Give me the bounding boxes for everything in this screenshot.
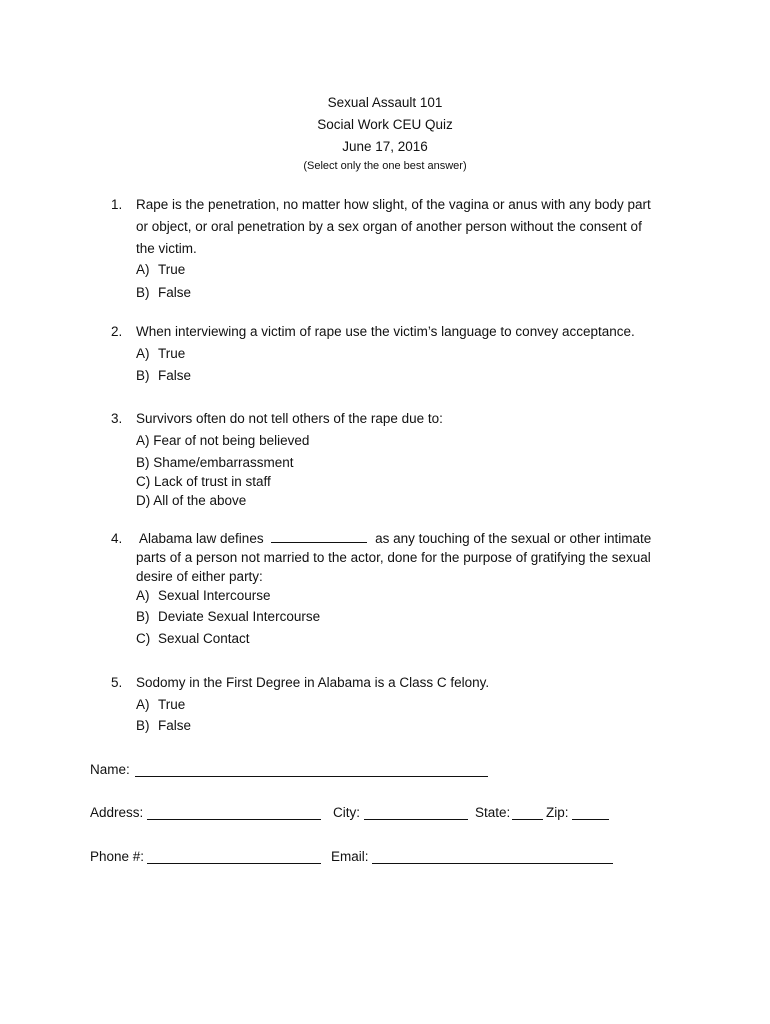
quiz-date: June 17, 2016 bbox=[342, 139, 428, 154]
answer-option[interactable]: D) All of the above bbox=[136, 493, 247, 508]
answer-option[interactable]: True bbox=[158, 346, 186, 361]
option-letter: A) bbox=[136, 697, 150, 712]
option-letter: B) bbox=[136, 285, 150, 300]
email-label: Email: bbox=[331, 849, 369, 864]
answer-option[interactable]: Sexual Contact bbox=[158, 631, 250, 646]
option-letter: C) bbox=[136, 631, 151, 646]
answer-option[interactable]: A) Fear of not being believed bbox=[136, 433, 310, 448]
question-text-line bbox=[139, 531, 651, 546]
question-text-line: Rape is the penetration, no matter how slight, of the vagina or anus with any body part bbox=[136, 197, 651, 212]
quiz-instruction: (Select only the one best answer) bbox=[303, 160, 467, 172]
option-letter: B) bbox=[136, 609, 150, 624]
question-number: 3. bbox=[111, 411, 123, 426]
zip-field[interactable] bbox=[572, 819, 609, 820]
address-label: Address: bbox=[90, 805, 144, 820]
phone-label: Phone #: bbox=[90, 849, 145, 864]
option-letter: A) bbox=[136, 588, 150, 603]
question-text-line: or object, or oral penetration by a sex organ of another person without the consent of bbox=[136, 219, 642, 234]
answer-option[interactable]: B) Shame/embarrassment bbox=[136, 455, 294, 470]
question-number: 1. bbox=[111, 197, 123, 212]
answer-option[interactable]: C) Lack of trust in staff bbox=[136, 474, 271, 489]
answer-option[interactable]: Deviate Sexual Intercourse bbox=[158, 609, 321, 624]
state-label: State: bbox=[475, 805, 511, 820]
quiz-title: Sexual Assault 101 bbox=[327, 95, 443, 110]
question-text-line: Sodomy in the First Degree in Alabama is a Class C felony. bbox=[136, 675, 490, 690]
answer-option[interactable]: False bbox=[158, 285, 192, 300]
quiz-subtitle: Social Work CEU Quiz bbox=[317, 117, 453, 132]
zip-label: Zip: bbox=[546, 805, 569, 820]
question-text-after-blank: as any touching of the sexual or other intimate bbox=[375, 531, 652, 546]
answer-option[interactable]: False bbox=[158, 718, 192, 733]
fill-in-blank bbox=[271, 542, 367, 543]
question-text-line: the victim. bbox=[136, 241, 197, 256]
answer-option[interactable]: True bbox=[158, 262, 186, 277]
option-letter: B) bbox=[136, 368, 150, 383]
option-letter: B) bbox=[136, 718, 150, 733]
question-text-line: parts of a person not married to the actor, done for the purpose of gratifying the sexual bbox=[136, 550, 651, 565]
city-label: City: bbox=[333, 805, 360, 820]
phone-field[interactable] bbox=[147, 863, 321, 864]
address-field[interactable] bbox=[147, 819, 321, 820]
question-text-line: desire of either party: bbox=[136, 569, 263, 584]
city-field[interactable] bbox=[364, 819, 468, 820]
question-text-before-blank: Alabama law defines bbox=[139, 531, 264, 546]
name-field[interactable] bbox=[135, 776, 488, 777]
question-number: 4. bbox=[111, 531, 123, 546]
question-number: 5. bbox=[111, 675, 123, 690]
name-label: Name: bbox=[90, 762, 130, 777]
question-text-line: Survivors often do not tell others of the rape due to: bbox=[136, 411, 443, 426]
answer-option[interactable]: True bbox=[158, 697, 186, 712]
answer-option[interactable]: Sexual Intercourse bbox=[158, 588, 271, 603]
question-text-line: When interviewing a victim of rape use the victim’s language to convey acceptance. bbox=[136, 324, 635, 339]
option-letter: A) bbox=[136, 262, 150, 277]
answer-option[interactable]: False bbox=[158, 368, 192, 383]
state-field[interactable] bbox=[512, 819, 543, 820]
question-number: 2. bbox=[111, 324, 123, 339]
option-letter: A) bbox=[136, 346, 150, 361]
email-field[interactable] bbox=[372, 863, 613, 864]
